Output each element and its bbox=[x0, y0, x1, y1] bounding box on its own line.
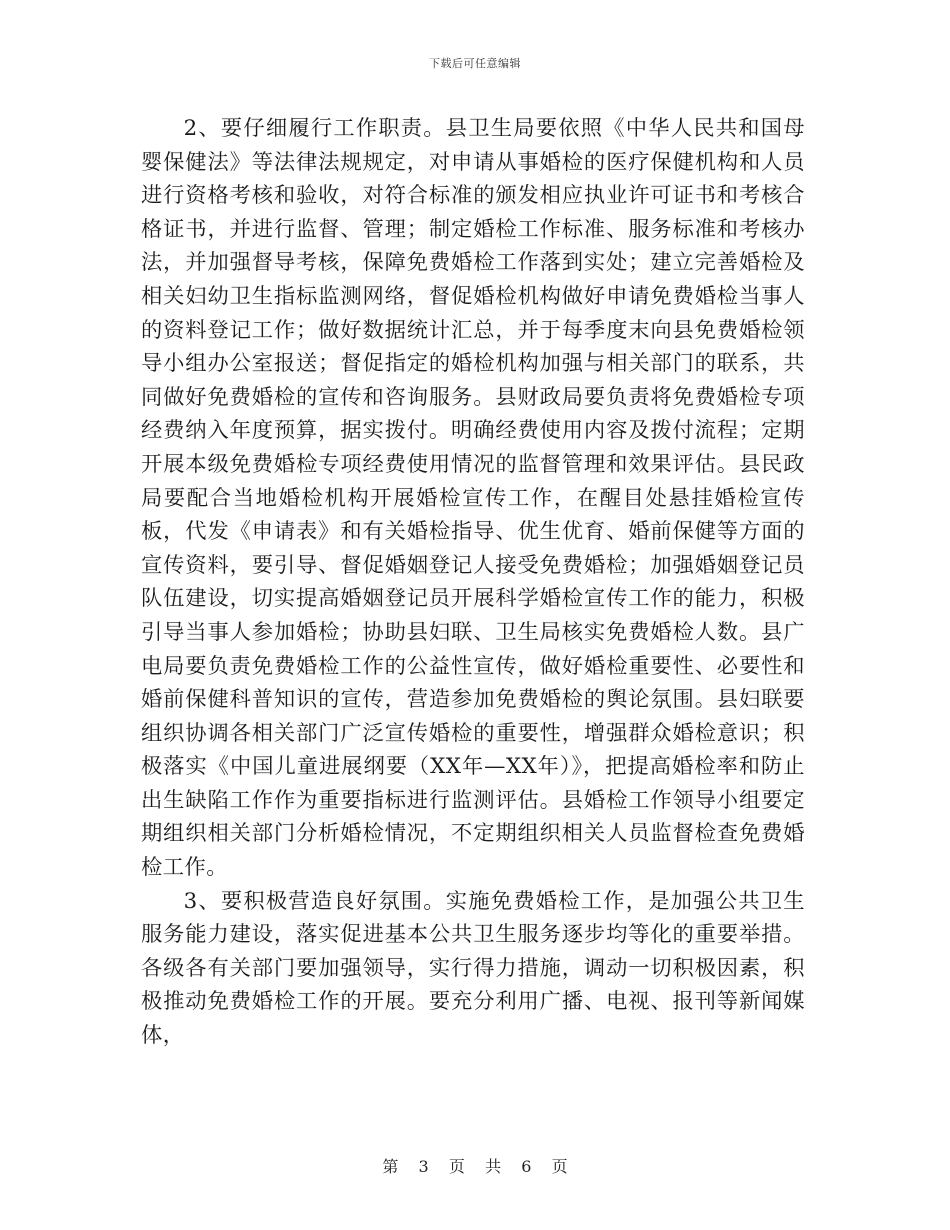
footer-page-word: 页 bbox=[448, 1157, 465, 1176]
document-body bbox=[141, 112, 805, 1053]
footer-prefix: 第 bbox=[382, 1157, 399, 1176]
paragraph-atmosphere: 3、要积极营造良好氛围。实施免费婚检工作，是加强公共卫生服务能力建设，落实促进基本公共卫生服务逐步均等化的重要举措。各级各有关部门要加强领导，实行得力措施，调动一切积极因素，积极推动免费婚检工作的开展。要充分利用广播、电视、报刊等新闻媒体， bbox=[141, 888, 805, 1049]
page-footer bbox=[0, 1154, 950, 1177]
page-header-note: 下载后可任意编辑 bbox=[429, 57, 521, 70]
paragraph-duties: 2、要仔细履行工作职责。县卫生局要依照《中华人民共和国母婴保健法》等法律法规规定，对申请从事婚检的医疗保健机构和人员进行资格考核和验收，对符合标准的颁发相应执业许可证书和考核合格证书，并进行监督、管理；制定婚检工作标准、服务标准和考核办法，并加强督导考核，保障免费婚检工作落到实处；建立完善婚检及相关妇幼卫生指标监测网络，督促婚检机构做好申请免费婚检当事人的资料登记工作；做好数据统计汇总，并于每季度末向县免费婚检领导小组办公室报送；督促指定的婚检机构加强与相关部门的联系，共同做好免费婚检的宣传和咨询服务。县财政局要负责将免费婚检专项经费纳入年度预算，据实拨付。明确经费使用内容及拨付流程；定期开展本级免费婚检专项经费使用情况的监督管理和效果评估。县民政局要配合当地婚检机构开展婚检宣传工作，在醒目处悬挂婚检宣传板，代发《申请表》和有关婚检指导、优生优育、婚前保健等方面的宣传资料，要引导、督促婚姻登记人接受免费婚检；加强婚姻登记员队伍建设，切实提高婚姻登记员开展科学婚检宣传工作的能力，积极引导当事人参加婚检；协助县妇联、卫生局核实免费婚检人数。县广电局要负责免费婚检工作的公益性宣传，做好婚检重要性、必要性和婚前保健科普知识的宣传，营造参加免费婚检的舆论氛围。县妇联要组织协调各相关部门广泛宣传婚检的重要性，增强群众婚检意识；积极落实《中国儿童进展纲要（XX年—XX年）》，把提高婚检率和防止出生缺陷工作作为重要指标进行监测评估。县婚检工作领导小组要定期组织相关部门分析婚检情况，不定期组织相关人员监督检查免费婚检工作。 bbox=[141, 116, 805, 881]
footer-total-word: 共 bbox=[485, 1157, 502, 1176]
footer-total-pages: 6 bbox=[521, 1157, 532, 1176]
footer-suffix: 页 bbox=[551, 1157, 568, 1176]
footer-current-page: 3 bbox=[418, 1157, 429, 1176]
